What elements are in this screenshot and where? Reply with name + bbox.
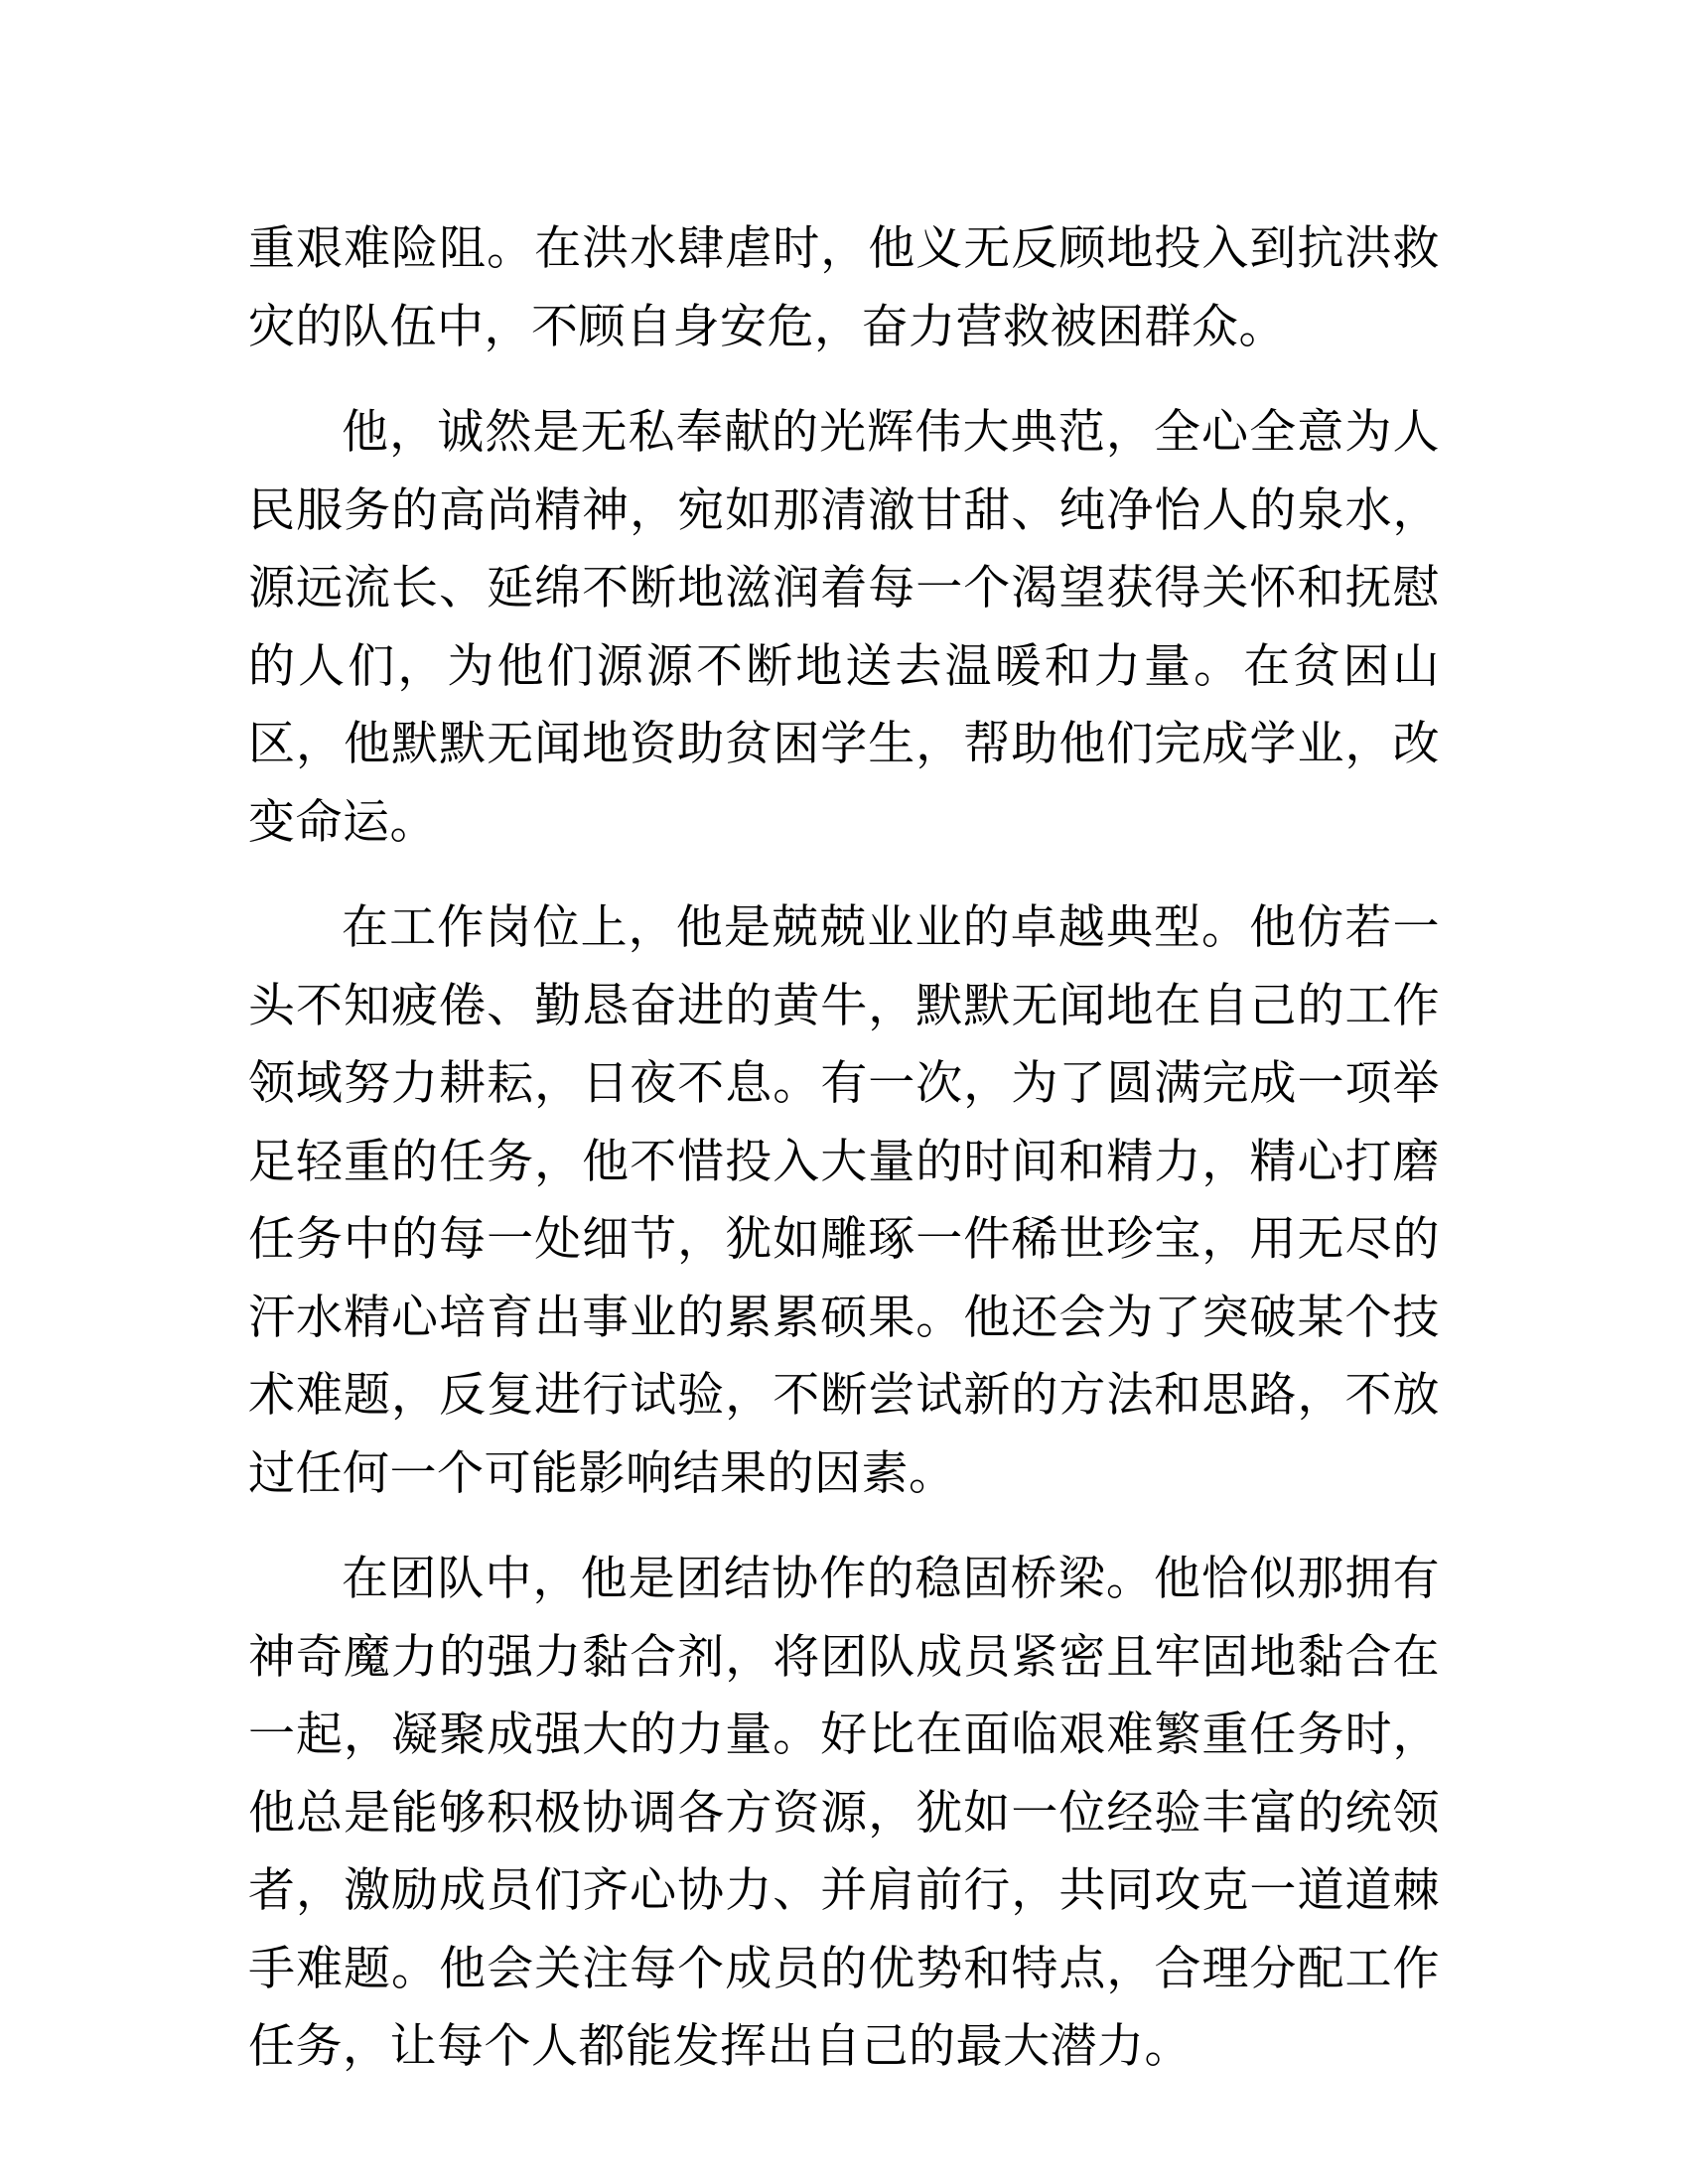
paragraph-4: 在团队中，他是团结协作的稳固桥梁。他恰似那拥有神奇魔力的强力黏合剂，将团队成员紧密且牢固地黏合在一起，凝聚成强大的力量。好比在面临艰难繁重任务时，他总是能够积极协调各方资源，犹如一位经验丰富的统领者，激励成员们齐心协力、并肩前行，共同攻克一道道棘手难题。他会关注每个成员的优势和特点，合理分配工作任务，让每个人都能发挥出自己的最大潜力。 — [248, 1552, 1440, 2074]
paragraph-2: 他，诚然是无私奉献的光辉伟大典范，全心全意为人民服务的高尚精神，宛如那清澈甘甜、纯净怡人的泉水，源远流长、延绵不断地滋润着每一个渴望获得关怀和抚慰的人们，为他们源源不断地送去温暖和力量。在贫困山区，他默默无闻地资助贫困学生，帮助他们完成学业，改变命运。 — [248, 405, 1440, 850]
document-body — [248, 210, 1440, 2115]
paragraph-3: 在工作岗位上，他是兢兢业业的卓越典型。他仿若一头不知疲倦、勤恳奋进的黄牛，默默无闻地在自己的工作领域努力耕耘，日夜不息。有一次，为了圆满完成一项举足轻重的任务，他不惜投入大量的时间和精力，精心打磨任务中的每一处细节，犹如雕琢一件稀世珍宝，用无尽的汗水精心培育出事业的累累硕果。他还会为了突破某个技术难题，反复进行试验，不断尝试新的方法和思路，不放过任何一个可能影响结果的因素。 — [248, 900, 1440, 1501]
paragraph-1: 重艰难险阻。在洪水肆虐时，他义无反顾地投入到抗洪救灾的队伍中，不顾自身安危，奋力营救被困群众。 — [248, 221, 1440, 354]
